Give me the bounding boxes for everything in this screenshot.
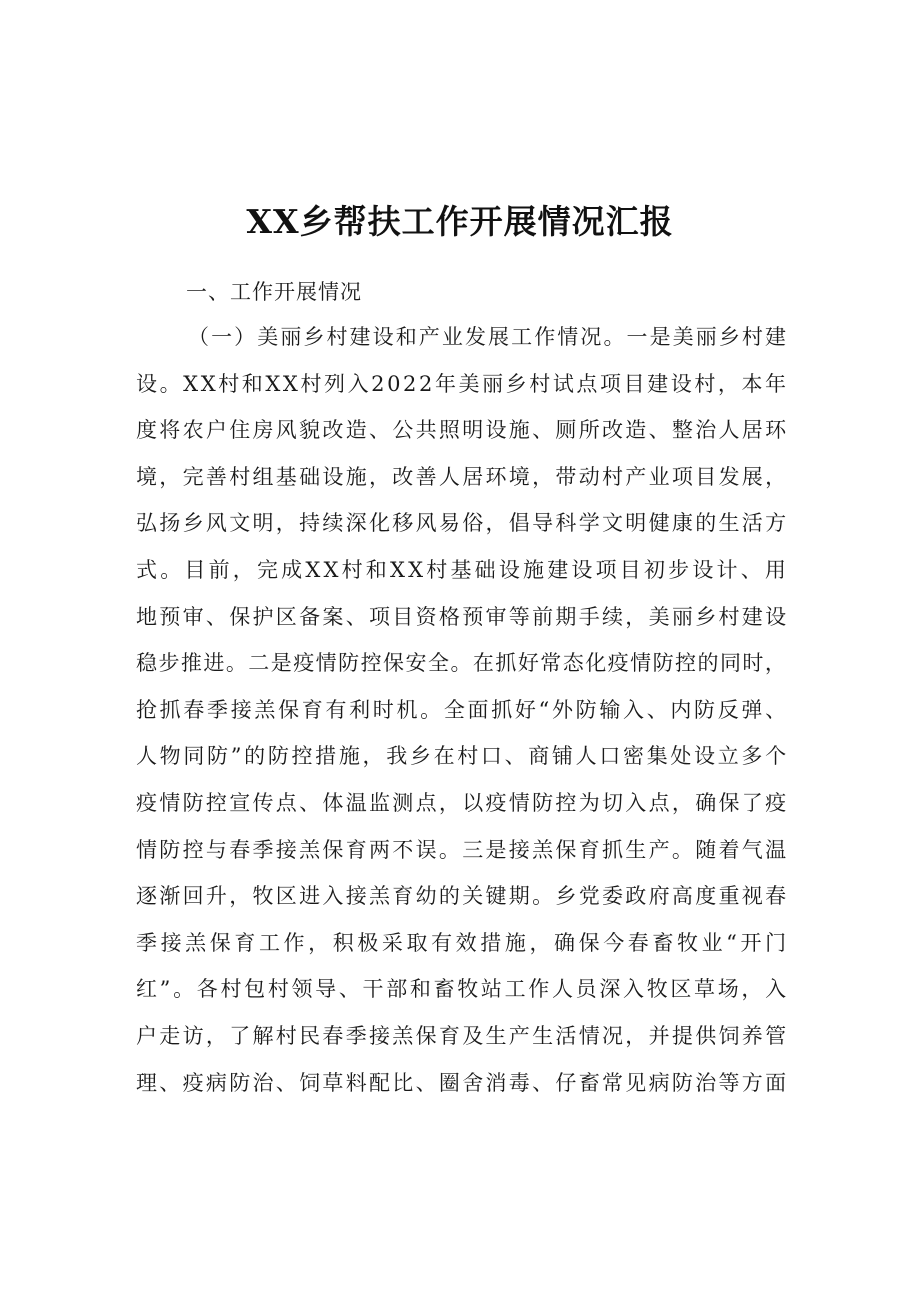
paragraph-line: 人物同防”的防控措施，我乡在村口、商铺人口密集处设立多个 — [136, 744, 789, 769]
paragraph-line: 疫情防控宣传点、体温监测点，以疫情防控为切入点，确保了疫 — [136, 791, 789, 815]
paragraph-line: 稳步推进。二是疫情防控保安全。在抓好常态化疫情防控的同时， — [136, 651, 788, 676]
paragraph-line: 户走访，了解村民春季接羔保育及生产生活情况，并提供饲养管 — [136, 1024, 789, 1048]
paragraph-line: 弘扬乡风文明，持续深化移风易俗，倡导科学文明健康的生活方 — [136, 511, 789, 536]
paragraph-line: 理、疫病防治、饲草料配比、圈舍消毒、仔畜常见病防治等方面 — [136, 1070, 789, 1095]
paragraph-line: （一）美丽乡村建设和产业发展工作情况。一是美丽乡村建 — [188, 325, 789, 349]
paragraph-line: 抢抓春季接羔保育有利时机。全面抓好“外防输入、内防反弹、 — [136, 697, 789, 722]
paragraph-line: 情防控与春季接羔保育两不误。三是接羔保育抓生产。随着气温 — [136, 837, 789, 862]
paragraph-line: 红”。各村包村领导、干部和畜牧站工作人员深入牧区草场，入 — [136, 977, 789, 1002]
paragraph-line: 设。XX村和XX村列入2022年美丽乡村试点项目建设村，本年 — [136, 371, 789, 396]
paragraph-line: 境，完善村组基础设施，改善人居环境，带动村产业项目发展， — [136, 464, 789, 489]
paragraph-line: 地预审、保护区备案、项目资格预审等前期手续，美丽乡村建设 — [136, 604, 789, 629]
document-title: XX乡帮扶工作开展情况汇报 — [246, 202, 674, 242]
section-heading: 一、工作开展情况 — [186, 280, 362, 304]
paragraph-line: 逐渐回升，牧区进入接羔育幼的关键期。乡党委政府高度重视春 — [136, 884, 789, 909]
paragraph-line: 式。目前，完成XX村和XX村基础设施建设项目初步设计、用 — [136, 558, 790, 582]
paragraph-line: 季接羔保育工作，积极采取有效措施，确保今春畜牧业“开门 — [136, 930, 790, 955]
paragraph-line: 度将农户住房风貌改造、公共照明设施、厕所改造、整治人居环 — [136, 418, 789, 443]
